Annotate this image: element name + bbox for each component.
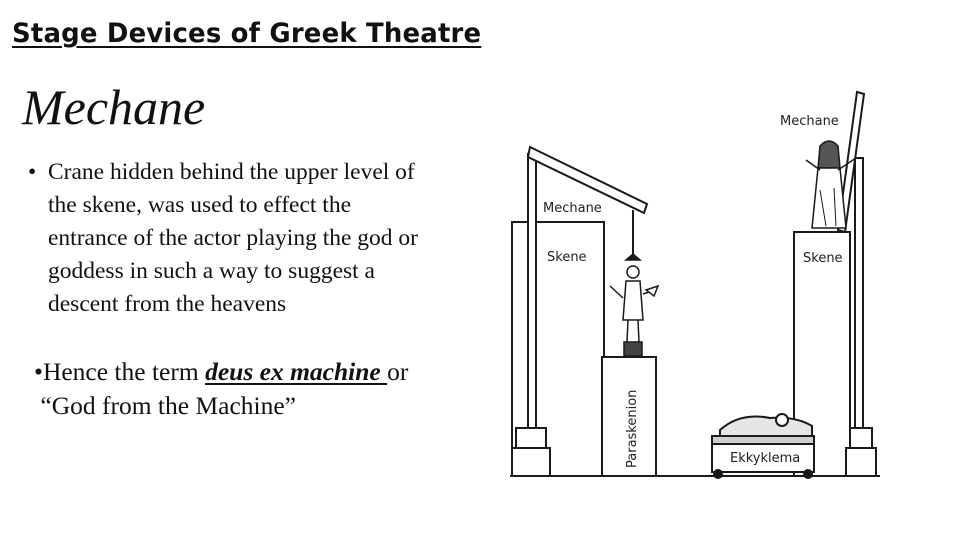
label-mechane-right: Mechane [780, 114, 839, 129]
term-suffix: or [387, 357, 409, 386]
mechane-left-pole [528, 154, 536, 430]
bullet-point-crane [28, 156, 498, 321]
bullet-marker: • [34, 357, 43, 386]
ekkyklema-platform [712, 414, 814, 478]
slide-title: Stage Devices of Greek Theatre [12, 18, 482, 49]
mechane-left-base-top [516, 428, 546, 448]
suspended-actor-figure [610, 254, 658, 356]
bullet-line: Crane hidden behind the upper level of [48, 159, 415, 185]
section-heading: Mechane [22, 79, 206, 135]
label-mechane-left: Mechane [543, 201, 602, 216]
mechane-right-pole [855, 158, 863, 430]
mechane-right-base [846, 448, 876, 476]
bullet-marker: • [28, 159, 37, 185]
label-paraskenion: Paraskenion [625, 389, 640, 468]
bullet-line [34, 355, 514, 389]
greek-stage-diagram [500, 84, 880, 484]
term-prefix: Hence the term [42, 357, 206, 386]
label-ekkyklema: Ekkyklema [730, 451, 801, 466]
mechane-right-base-top [850, 428, 872, 448]
bullet-line: descent from the heavens [48, 291, 287, 317]
latin-term: deus ex machine [205, 357, 381, 386]
bullet-line: the skene, was used to effect the [48, 192, 351, 218]
label-skene-left: Skene [547, 250, 587, 265]
mechane-left-base [512, 448, 550, 476]
bullet-point-deus-ex-machina [34, 355, 514, 423]
bullet-line: entrance of the actor playing the god or [48, 225, 418, 251]
bullet-line: goddess in such a way to suggest a [48, 258, 375, 284]
label-skene-right: Skene [803, 251, 843, 266]
translation-line: “God from the Machine” [40, 391, 296, 420]
